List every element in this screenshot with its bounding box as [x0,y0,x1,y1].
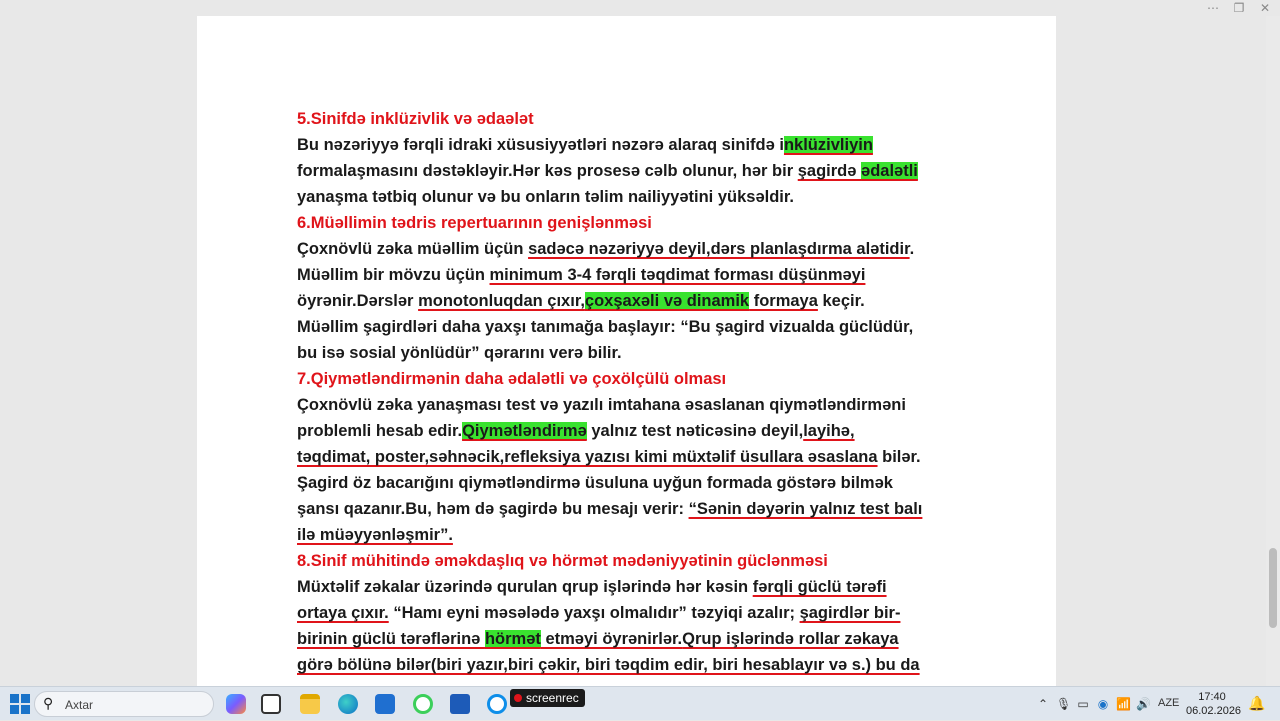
underlined-text: birinin güclü tərəflərinə [297,630,485,648]
paragraph-line [297,496,957,522]
highlighted-text: Qiymətləndirmə [462,422,587,440]
text-run: “Hamı eyni məsələdə yaxşı olmalıdır” təzyiqi azalır; [388,604,800,622]
underlined-text: monotonluqdan çıxır, [418,292,585,310]
paragraph-line [297,626,957,652]
copilot-icon[interactable] [226,694,246,714]
paragraph-line: bu isə sosial yönlüdür” qərarını verə bilir. [297,344,622,362]
text-run: . [909,240,915,258]
restore-icon[interactable]: ❐ [1233,1,1245,15]
file-explorer-icon[interactable] [300,694,320,714]
document-content [297,106,957,678]
section-heading: 5.Sinifdə inklüzivlik və ədaələt [297,110,534,128]
highlighted-text: ədalətli [861,162,918,180]
paragraph-line: Şagird öz bacarığını qiymətləndirmə üsuluna uyğun formada göstərə bilmək [297,474,893,492]
paragraph-line [297,444,957,470]
wifi-icon[interactable]: 📶 [1116,697,1131,711]
vertical-scrollbar[interactable] [1266,16,1280,686]
text-run: Çoxnövlü zəka müəllim üçün [297,240,529,258]
text-run: yalnız test nəticəsinə deyil, [586,422,804,440]
security-icon[interactable]: ◉ [1097,697,1109,711]
volume-icon[interactable]: 🔊 [1136,697,1151,711]
underlined-text: şagirdə [797,162,862,180]
search-input[interactable] [63,694,207,716]
text-run: Müəllim bir mövzu üçün [297,266,490,284]
underlined-text: Qrup işlərində rollar zəkaya [682,630,899,648]
underlined-text: “Sənin dəyərin yalnız test balı [688,500,923,518]
highlighted-text: hörmət [484,630,541,648]
highlighted-text: çoxşaxəli və dinamik [584,292,750,310]
language-indicator[interactable]: AZE [1158,697,1180,709]
recording-label: screenrec [526,691,579,705]
battery-icon[interactable]: ▭ [1077,697,1089,711]
clock-date: 06.02.2026 [1186,705,1242,717]
clock[interactable] [1186,690,1242,718]
underlined-text: ilə müəyyənləşmir”. [297,526,453,544]
section-heading: 7.Qiymətləndirmənin daha ədalətli və çoxölçülü olması [297,370,727,388]
highlighted-text: nklüzivliyin [783,136,873,154]
edge-icon[interactable] [338,694,358,714]
chevron-up-icon[interactable]: ⌃ [1037,697,1049,711]
whatsapp-icon[interactable] [413,694,433,714]
notification-icon[interactable]: 🔔 [1248,695,1266,711]
paragraph-line [297,262,957,288]
underlined-text: şagirdlər bir- [799,604,901,622]
scrollbar-thumb[interactable] [1269,548,1277,628]
task-view-icon[interactable] [261,694,281,714]
store-icon[interactable] [375,694,395,714]
taskbar-search[interactable] [34,691,214,717]
search-icon: ⚲ [43,695,54,711]
text-run: şansı qazanır.Bu, həm də şagirdə bu mesajı verir: [297,500,689,518]
section-heading: 6.Müəllimin tədris repertuarının genişlənməsi [297,214,652,232]
microphone-icon[interactable]: 🎙 [1056,697,1072,711]
more-options-icon[interactable]: ⋯ [1207,1,1219,15]
underlined-text: etməyi öyrənirlər. [540,630,683,648]
paragraph-line: Çoxnövlü zəka yanaşması test və yazılı imtahana əsaslanan qiymətləndirməni [297,396,906,414]
paragraph-line [297,522,957,548]
text-run: keçir. [817,292,865,310]
system-tray [1036,687,1156,721]
section-heading: 8.Sinif mühitində əməkdaşlıq və hörmət mədəniyyətinin güclənməsi [297,552,828,570]
window-controls [1206,0,1272,16]
paragraph-line [297,132,957,158]
document-page [197,16,1056,686]
underlined-text: sadəcə nəzəriyyə deyil,dərs planlaşdırma alətidir [528,240,910,258]
clock-time: 17:40 [1198,691,1226,703]
close-icon[interactable]: ✕ [1259,1,1271,15]
text-run: Bu nəzəriyyə fərqli idraki xüsusiyyətləri nəzərə alaraq sinifdə i [297,136,784,154]
paragraph-line [297,600,957,626]
text-run: öyrənir.Dərslər [297,292,419,310]
paragraph-line [297,574,957,600]
underlined-text: ortaya çıxır. [297,604,389,622]
record-dot-icon [514,694,522,702]
text-run: Müxtəlif zəkalar üzərində qurulan qrup işlərində hər kəsin [297,578,753,596]
paragraph-line: yanaşma tətbiq olunur və bu onların təlim nailiyyətini yüksəldir. [297,188,794,206]
paragraph-line [297,288,957,314]
text-run: formalaşmasını dəstəkləyir.Hər kəs prosesə cəlb olunur, hər bir [297,162,798,180]
word-icon[interactable] [450,694,470,714]
teamviewer-icon[interactable] [487,694,507,714]
paragraph-line [297,418,957,444]
underlined-text: formaya [749,292,818,310]
text-run: problemli hesab edir. [297,422,463,440]
paragraph-line: Müəllim şagirdləri daha yaxşı tanımağa başlayır: “Bu şagird vizualda güclüdür, [297,318,914,336]
windows-start-icon[interactable] [10,694,30,714]
underlined-text: təqdimat, poster,səhnəcik,refleksiya yazısı kimi müxtəlif üsullara əsaslana [297,448,878,466]
underlined-text: görə bölünə bilər(biri yazır,biri çəkir, biri təqdim edir, biri hesablayır və s.) bu da [297,656,920,674]
underlined-text: fərqli güclü tərəfi [752,578,887,596]
recording-indicator[interactable] [510,689,585,707]
paragraph-line [297,652,957,678]
paragraph-line [297,236,957,262]
underlined-text: layihə, [803,422,855,440]
taskbar [0,686,1280,720]
paragraph-line [297,158,957,184]
underlined-text: minimum 3-4 fərqli təqdimat forması düşünməyi [489,266,866,284]
text-run: bilər. [877,448,921,466]
